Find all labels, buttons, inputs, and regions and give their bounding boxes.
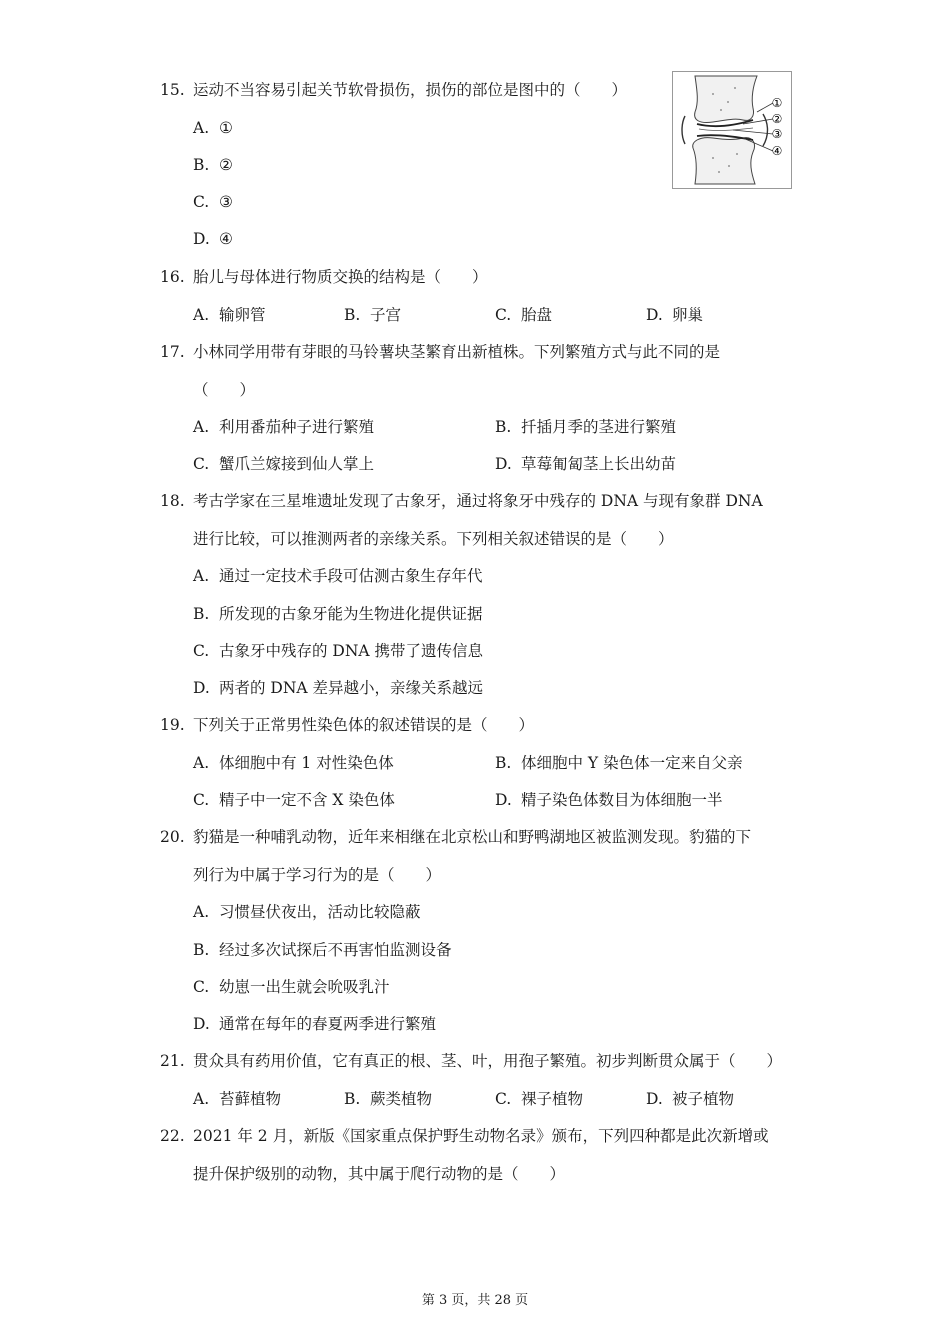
option[interactable] [193, 940, 452, 960]
option-text: ③ [219, 193, 233, 211]
question-number: 15. [160, 81, 185, 99]
option[interactable] [193, 155, 233, 175]
option[interactable] [495, 305, 552, 325]
option[interactable] [193, 1089, 281, 1109]
option-text: 通常在每年的春夏两季进行繁殖 [219, 1015, 437, 1033]
option[interactable] [495, 417, 676, 437]
option[interactable] [193, 454, 374, 474]
question-stem: 胎儿与母体进行物质交换的结构是（ ） [193, 268, 488, 286]
option-label: C. [193, 642, 210, 660]
option-text: 通过一定技术手段可估测古象生存年代 [219, 567, 483, 585]
option[interactable] [193, 192, 233, 212]
figure-label-3: ③ [771, 127, 783, 141]
option-text: 苔藓植物 [219, 1090, 282, 1108]
question-stem: 运动不当容易引起关节软骨损伤，损伤的部位是图中的（ ） [193, 81, 628, 99]
option-label: B. [193, 156, 210, 174]
option[interactable] [193, 305, 266, 325]
option-label: D. [193, 679, 210, 697]
option-text: 蟹爪兰嫁接到仙人掌上 [219, 455, 375, 473]
option-text: 所发现的古象牙能为生物进化提供证据 [219, 605, 483, 623]
option-text: 体细胞中有 1 对性染色体 [219, 754, 394, 772]
option[interactable] [495, 454, 676, 474]
question-number: 19. [160, 716, 185, 734]
option-text: ① [219, 119, 233, 137]
option[interactable] [495, 790, 723, 810]
question-stem: 豹猫是一种哺乳动物，近年来相继在北京松山和野鸭湖地区被监测发现。豹猫的下 [193, 828, 752, 846]
option-label: C. [193, 978, 210, 996]
option[interactable] [495, 753, 743, 773]
knee-joint-figure [672, 71, 792, 189]
option-text: 精子中一定不含 X 染色体 [219, 791, 395, 809]
option[interactable] [193, 118, 233, 138]
option-label: A. [193, 754, 210, 772]
option-label: D. [193, 1015, 210, 1033]
question-stem: 小林同学用带有芽眼的马铃薯块茎繁育出新植株。下列繁殖方式与此不同的是 [193, 343, 721, 361]
option-label: A. [193, 903, 210, 921]
option-text: 草莓匍匐茎上长出幼苗 [521, 455, 677, 473]
question-stem-continued: 进行比较，可以推测两者的亲缘关系。下列相关叙述错误的是（ ） [193, 530, 674, 548]
option-label: B. [495, 754, 512, 772]
option-text: 输卵管 [219, 306, 266, 324]
option-label: D. [193, 230, 210, 248]
option-text: 裸子植物 [521, 1090, 584, 1108]
option-label: B. [193, 605, 210, 623]
option[interactable] [193, 977, 390, 997]
option-label: C. [193, 455, 210, 473]
option-label: A. [193, 1090, 210, 1108]
option-label: B. [193, 941, 210, 959]
question-stem-continued: 列行为中属于学习行为的是（ ） [193, 866, 442, 884]
option-text: 古象牙中残存的 DNA 携带了遗传信息 [219, 642, 484, 660]
question-number: 22. [160, 1127, 185, 1145]
question-stem: 贯众具有药用价值，它有真正的根、茎、叶，用孢子繁殖。初步判断贯众属于（ ） [193, 1052, 783, 1070]
option-label: D. [646, 306, 663, 324]
question-number: 20. [160, 828, 185, 846]
option-text: 卵巢 [672, 306, 704, 324]
option[interactable] [193, 753, 394, 773]
question-number: 17. [160, 343, 185, 361]
option-text: 精子染色体数目为体细胞一半 [521, 791, 723, 809]
option[interactable] [193, 229, 233, 249]
figure-label-2: ② [771, 112, 783, 126]
option[interactable] [646, 305, 703, 325]
question-stem-continued: 提升保护级别的动物，其中属于爬行动物的是（ ） [193, 1165, 566, 1183]
option-label: A. [193, 306, 210, 324]
option-text: 两者的 DNA 差异越小，亲缘关系越远 [219, 679, 484, 697]
option-label: B. [344, 1090, 361, 1108]
option[interactable] [193, 902, 421, 922]
option-label: A. [193, 567, 210, 585]
option-text: ② [219, 156, 233, 174]
option[interactable] [344, 1089, 432, 1109]
option-label: D. [646, 1090, 663, 1108]
option-text: 体细胞中 Y 染色体一定来自父亲 [521, 754, 743, 772]
option[interactable] [193, 678, 483, 698]
figure-label-1: ① [771, 96, 783, 110]
question-number: 16. [160, 268, 185, 286]
option-label: C. [193, 791, 210, 809]
option-label: D. [495, 791, 512, 809]
option-label: B. [495, 418, 512, 436]
option[interactable] [193, 566, 483, 586]
question-stem: 2021 年 2 月，新版《国家重点保护野生动物名录》颁布，下列四种都是此次新增或 [193, 1127, 769, 1145]
question-stem-continued: （ ） [193, 381, 256, 399]
option-text: 蕨类植物 [370, 1090, 433, 1108]
question-stem: 考古学家在三星堆遗址发现了古象牙，通过将象牙中残存的 DNA 与现有象群 DNA [193, 492, 763, 510]
figure-label-4: ④ [771, 144, 783, 158]
option[interactable] [193, 790, 395, 810]
question-number: 21. [160, 1052, 185, 1070]
option[interactable] [646, 1089, 734, 1109]
option[interactable] [193, 641, 483, 661]
option-label: C. [495, 306, 512, 324]
option[interactable] [193, 1014, 436, 1034]
option-label: A. [193, 119, 210, 137]
option-text: 胎盘 [521, 306, 553, 324]
option[interactable] [193, 604, 483, 624]
option-text: 幼崽一出生就会吮吸乳汁 [219, 978, 390, 996]
option-text: 扦插月季的茎进行繁殖 [521, 418, 677, 436]
knee-joint-diagram [673, 72, 791, 188]
option-text: 习惯昼伏夜出，活动比较隐蔽 [219, 903, 421, 921]
option[interactable] [344, 305, 401, 325]
option-label: B. [344, 306, 361, 324]
option-label: C. [193, 193, 210, 211]
option-text: ④ [219, 230, 233, 248]
option-label: C. [495, 1090, 512, 1108]
option-text: 利用番茄种子进行繁殖 [219, 418, 375, 436]
option-label: D. [495, 455, 512, 473]
question-stem: 下列关于正常男性染色体的叙述错误的是（ ） [193, 716, 535, 734]
option-text: 被子植物 [672, 1090, 735, 1108]
option-text: 经过多次试探后不再害怕监测设备 [219, 941, 452, 959]
option-text: 子宫 [370, 306, 402, 324]
option[interactable] [495, 1089, 583, 1109]
page-footer: 第 3 页，共 28 页 [421, 1293, 529, 1308]
option[interactable] [193, 417, 374, 437]
option-label: A. [193, 418, 210, 436]
question-number: 18. [160, 492, 185, 510]
